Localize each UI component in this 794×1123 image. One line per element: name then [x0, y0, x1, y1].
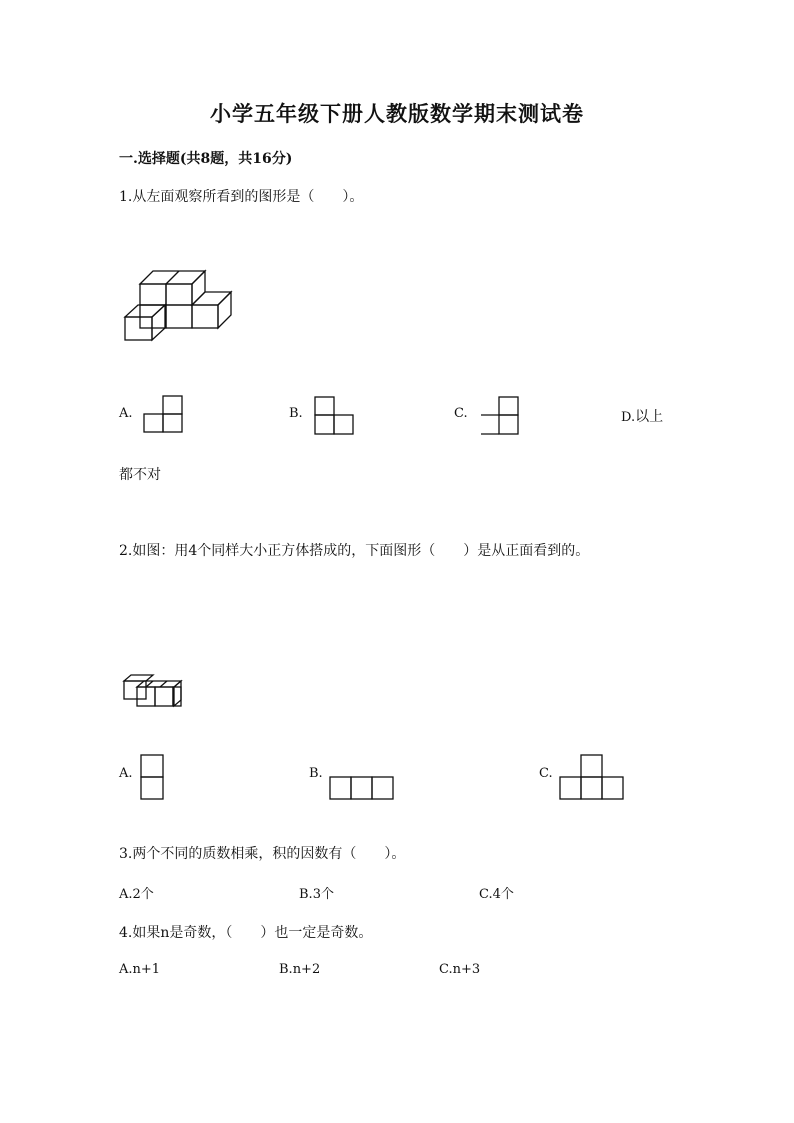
q4-option-c-text: n+3	[452, 962, 481, 977]
q2-option-a-figure	[140, 754, 166, 802]
q4-option-b-letter: B.	[279, 962, 293, 977]
q3-option-a-letter: A.	[119, 887, 133, 902]
q2-option-a[interactable]: A.	[119, 766, 133, 781]
q1-option-d-continuation: 都不对	[119, 467, 161, 483]
q3-option-b[interactable]	[299, 883, 334, 902]
q1-option-b[interactable]: B.	[289, 406, 303, 421]
q4-option-a-text: n+1	[132, 962, 161, 977]
q3-option-c[interactable]	[479, 883, 514, 902]
q1-option-a-figure	[144, 395, 184, 435]
q3-option-a[interactable]	[119, 883, 154, 902]
q2-option-c-figure	[558, 754, 628, 802]
q4-option-a-letter: A.	[119, 962, 133, 977]
q1-option-d-text: 以上	[635, 409, 664, 425]
page-title: 小学五年级下册人教版数学期末测试卷	[210, 101, 584, 126]
question-4-text: 4.如果n是奇数，（ ）也一定是奇数。	[119, 925, 373, 941]
q2-cube-figure	[120, 672, 185, 712]
section-heading: 一.选择题(共8题，共16分)	[119, 151, 293, 167]
q3-option-a-text: 2个	[132, 887, 154, 902]
q1-option-b-figure	[314, 396, 356, 436]
question-2-text: 2.如图：用4个同样大小正方体搭成的，下面图形（ ）是从正面看到的。	[119, 543, 590, 559]
q1-option-d[interactable]	[621, 406, 663, 426]
q4-option-c-letter: C.	[439, 962, 453, 977]
q4-option-b[interactable]	[279, 962, 320, 977]
q1-option-a[interactable]: A.	[119, 406, 133, 421]
q3-option-c-letter: C.	[479, 887, 493, 902]
q4-option-c[interactable]	[439, 962, 480, 977]
q4-option-a[interactable]	[119, 962, 160, 977]
q2-option-b-figure	[328, 776, 396, 802]
q3-option-b-letter: B.	[299, 887, 313, 902]
q1-cube-figure	[120, 265, 240, 345]
q2-option-b[interactable]: B.	[309, 766, 323, 781]
q1-option-d-letter: D.	[621, 410, 636, 425]
q3-option-c-text: 4个	[492, 887, 514, 902]
q4-option-b-text: n+2	[292, 962, 321, 977]
question-1-text: 1.从左面观察所看到的图形是（ ）。	[119, 189, 364, 205]
q1-option-c-figure	[480, 396, 522, 438]
q3-option-b-text: 3个	[312, 887, 334, 902]
question-3-text: 3.两个不同的质数相乘，积的因数有（ ）。	[119, 846, 406, 862]
q1-option-c[interactable]: C.	[454, 406, 468, 421]
q2-option-c[interactable]: C.	[539, 766, 553, 781]
